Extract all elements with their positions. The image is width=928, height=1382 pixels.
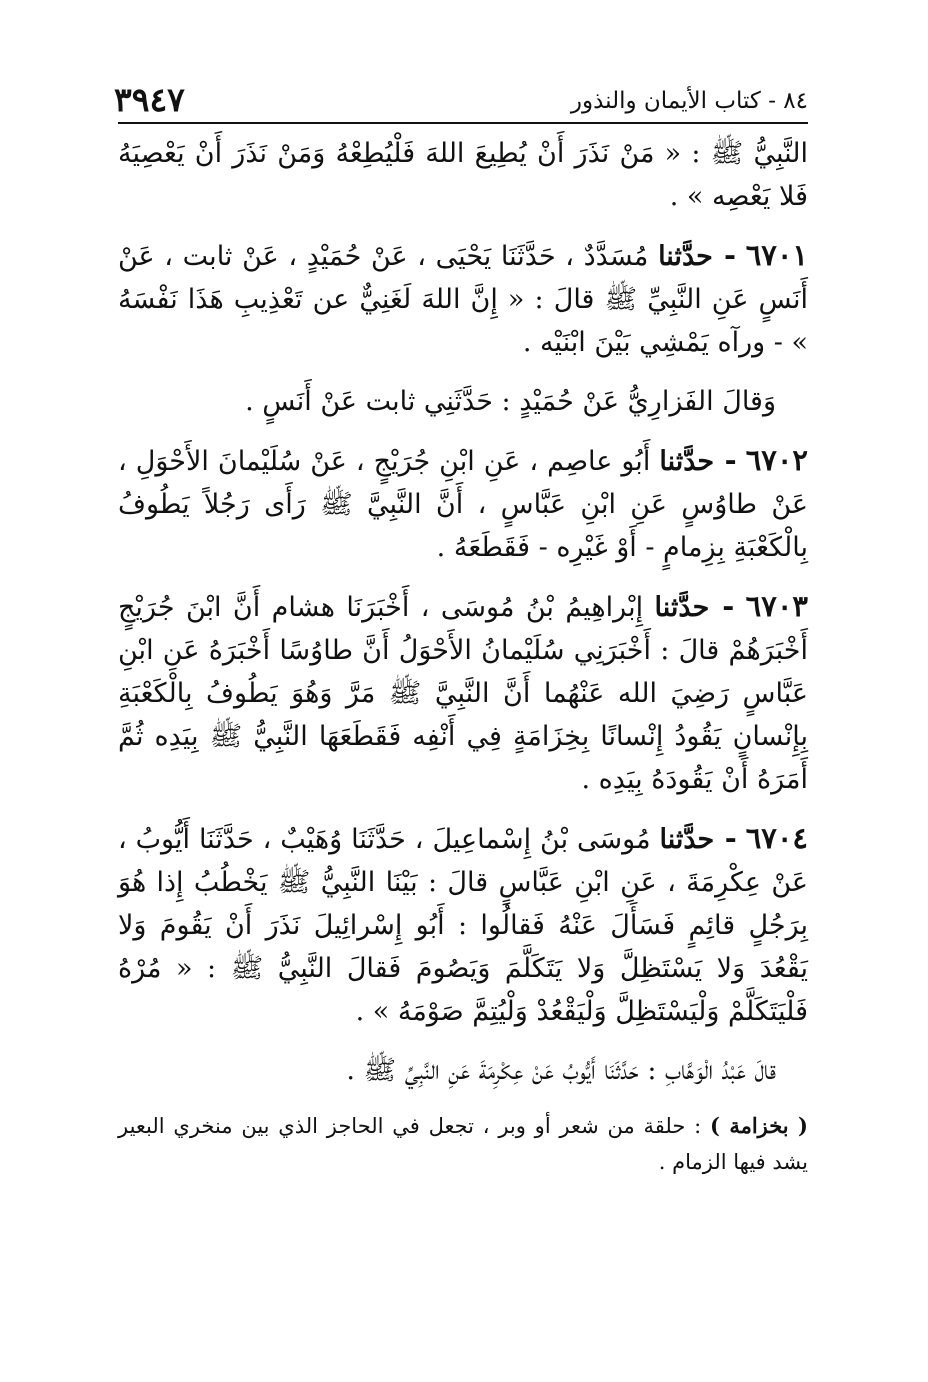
book-page	[114, 78, 809, 1180]
hadith-text: أَبُو عاصِم ، عَنِ ابْنِ جُرَيْجٍ ، عَنْ سُلَيْمانَ الأَحْوَلِ ، عَنْ طاوُسٍ عَنِ ابْنِ عَبَّاسٍ ، أَنَّ النَّبِيَّ ﷺ رَأَى رَجُلاً يَطُوفُ بِالْكَعْبَةِ بِزِمامٍ - أَوْ غَيْرِه - فَقَطَعَهُ .	[118, 446, 808, 563]
hadith-6704: ٦٧٠٤ - حدَّثنا مُوسَى بْنُ إِسْماعِيلَ ، حَدَّثَنَا وُهَيْبٌ ، حَدَّثَنَا أَيُّوبُ ، عَنْ عِكْرِمَةَ ، عَنِ ابْنِ عَبَّاسٍ قالَ : بَيْنَا النَّبِيُّ ﷺ يَخْطُبُ إِذا هُوَ بِرَجُلٍ قائِمٍ فَسَأَلَ عَنْهُ فَقالُوا : أَبُو إِسْرائِيلَ نَذَرَ أَنْ يَقُومَ وَلا يَقْعُدَ وَلا يَسْتَظِلَّ وَلا يَتَكَلَّمَ وَيَصُومَ فَقالَ النَّبِيُّ ﷺ : « مُرْهُ فَلْيَتَكَلَّمْ وَلْيَسْتَظِلَّ وَلْيَقْعُدْ وَلْيُتِمَّ صَوْمَهُ » .	[118, 821, 808, 1027]
hadith-number: ٦٧٠٢	[745, 443, 809, 477]
hadith-number: ٦٧٠٣	[745, 589, 808, 623]
hadith-6703: ٦٧٠٣ - حدَّثنا إِبْراهِيمُ بْنُ مُوسَى ، أَخْبَرَنَا هشام أَنَّ ابْنَ جُرَيْجٍ أَخْبَرَهُمْ قالَ : أَخْبَرَنِي سُلَيْمانُ الأَحْوَلُ أَنَّ طاوُسًا أَخْبَرَهُ عَنِ ابْنِ عَبَّاسٍ رَضِيَ الله عَنْهُما أَنَّ النَّبِيَّ ﷺ مَرَّ وَهُوَ يَطُوفُ بِالْكَعْبَةِ بِإِنْسانٍ يَقُودُ إِنْسانًا بِخِزَامَةٍ فِي أَنْفِه فَقَطَعَهَا النَّبِيُّ ﷺ بِيَدِه ثُمَّ أَمَرَهُ أَنْ يَقُودَهُ بِيَدِه .	[118, 589, 808, 795]
hadith-number: ٦٧٠١	[745, 238, 808, 272]
paragraph-text: النَّبِيُّ ﷺ : « مَنْ نَذَرَ أَنْ يُطِيعَ اللهَ فَلْيُطِعْهُ وَمَنْ نَذَرَ أَنْ يَعْصِيَهُ فَلا يَعْصِه » .	[118, 138, 808, 212]
page-number: ٣٩٤٧	[114, 80, 185, 119]
hadith-text: إِبْراهِيمُ بْنُ مُوسَى ، أَخْبَرَنَا هشام أَنَّ ابْنَ جُرَيْجٍ أَخْبَرَهُمْ قالَ : أَخْبَرَنِي سُلَيْمانُ الأَحْوَلُ أَنَّ طاوُسًا أَخْبَرَهُ عَنِ ابْنِ عَبَّاسٍ رَضِيَ الله عَنْهُما أَنَّ النَّبِيَّ ﷺ مَرَّ وَهُوَ يَطُوفُ بِالْكَعْبَةِ بِإِنْسانٍ يَقُودُ إِنْسانًا بِخِزَامَةٍ فِي أَنْفِه فَقَطَعَهَا النَّبِيُّ ﷺ بِيَدِه ثُمَّ أَمَرَهُ أَنْ يَقُودَهُ بِيَدِه .	[118, 592, 808, 795]
paragraph-text: وَقالَ الفَزارِيُّ عَنْ حُمَيْدٍ : حَدَّثَنِي ثابت عَنْ أَنَسٍ .	[245, 386, 776, 417]
footnote	[118, 1108, 808, 1180]
hadith-keyword: حدَّثنا	[659, 446, 715, 477]
hadith-6702: ٦٧٠٢ - حدَّثنا أَبُو عاصِم ، عَنِ ابْنِ جُرَيْجٍ ، عَنْ سُلَيْمانَ الأَحْوَلِ ، عَنْ طاوُسٍ عَنِ ابْنِ عَبَّاسٍ ، أَنَّ النَّبِيَّ ﷺ رَأَى رَجُلاً يَطُوفُ بِالْكَعْبَةِ بِزِمامٍ - أَوْ غَيْرِه - فَقَطَعَهُ .	[118, 443, 809, 563]
footnote-term: ( بخزامة )	[709, 1113, 808, 1138]
hadith-keyword: حدَّثنا	[658, 241, 713, 272]
hadith-keyword: حدَّثنا	[654, 592, 710, 623]
narration-note	[118, 380, 808, 423]
hadith-number: ٦٧٠٤	[745, 821, 808, 855]
hadith-text: مُسَدَّدٌ ، حَدَّثَنَا يَحْيَى ، عَنْ حُمَيْدٍ ، عَنْ ثابت ، عَنْ أَنَسٍ عَنِ النَّبِيِّ ﷺ قالَ : « إِنَّ اللهَ لَغَنِيٌّ عن تَعْذِيبِ هَذَا نَفْسَهُ » - ورآه يَمْشِي بَيْنَ ابْنَيْه .	[118, 241, 808, 358]
paragraph-continuation	[118, 132, 808, 218]
page-header	[114, 78, 808, 122]
chapter-title: ٨٤ - كتاب الأيمان والنذور	[570, 88, 808, 114]
header-rule	[118, 122, 808, 124]
hadith-6701: ٦٧٠١ - حدَّثنا مُسَدَّدٌ ، حَدَّثَنَا يَحْيَى ، عَنْ حُمَيْدٍ ، عَنْ ثابت ، عَنْ أَنَسٍ عَنِ النَّبِيِّ ﷺ قالَ : « إِنَّ اللهَ لَغَنِيٌّ عن تَعْذِيبِ هَذَا نَفْسَهُ » - ورآه يَمْشِي بَيْنَ ابْنَيْه .	[118, 238, 808, 358]
hadith-keyword: حدَّثنا	[659, 824, 715, 855]
paragraph-text: قالَ عَبْدُ الْوَهَّابِ : حَدَّثَنَا أَيُّوبُ عَنْ عِكْرِمَةَ عَنِ النَّبِيِّ ﷺ .	[346, 1055, 776, 1086]
footnote-text: : حلقة من شعر أو وبر ، تجعل في الحاجز الذي بين منخري البعير يشد فيها الزمام .	[118, 1114, 808, 1174]
hadith-text: مُوسَى بْنُ إِسْماعِيلَ ، حَدَّثَنَا وُهَيْبٌ ، حَدَّثَنَا أَيُّوبُ ، عَنْ عِكْرِمَةَ ، عَنِ ابْنِ عَبَّاسٍ قالَ : بَيْنَا النَّبِيُّ ﷺ يَخْطُبُ إِذا هُوَ بِرَجُلٍ قائِمٍ فَسَأَلَ عَنْهُ فَقالُوا : أَبُو إِسْرائِيلَ نَذَرَ أَنْ يَقُومَ وَلا يَقْعُدَ وَلا يَسْتَظِلَّ وَلا يَتَكَلَّمَ وَيَصُومَ فَقالَ النَّبِيُّ ﷺ : « مُرْهُ فَلْيَتَكَلَّمْ وَلْيَسْتَظِلَّ وَلْيَقْعُدْ وَلْيُتِمَّ صَوْمَهُ » .	[118, 824, 808, 1027]
narration-note	[118, 1049, 808, 1092]
